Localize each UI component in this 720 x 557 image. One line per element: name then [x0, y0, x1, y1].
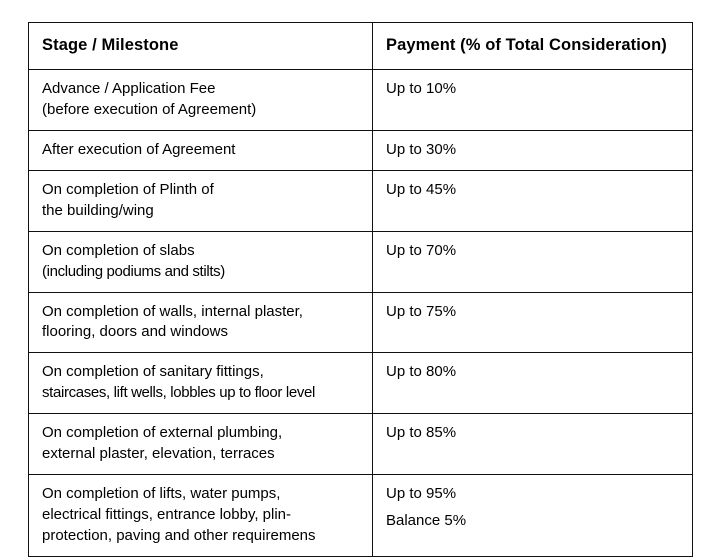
cell-stage: [29, 292, 373, 353]
column-header-stage: Stage / Milestone: [29, 23, 373, 70]
payment-text-line: Balance 5%: [386, 512, 467, 530]
table-row: [29, 130, 693, 170]
payment-text-line: Up to 70%: [386, 241, 457, 259]
cell-payment: [373, 353, 693, 414]
cell-payment: [373, 414, 693, 475]
payment-schedule-table: [28, 22, 693, 557]
stage-text-line: On completion of walls, internal plaster,: [42, 302, 303, 320]
stage-text-line: On completion of lifts, water pumps,: [42, 485, 281, 503]
stage-text-line: the building/wing: [42, 201, 154, 219]
cell-stage: [29, 170, 373, 231]
stage-text-line: On completion of external plumbing,: [42, 424, 283, 442]
table-row: [29, 69, 693, 130]
table-row: [29, 292, 693, 353]
stage-text-line: flooring, doors and windows: [42, 323, 228, 341]
cell-payment: [373, 292, 693, 353]
payment-text-line: Up to 45%: [386, 180, 457, 198]
cell-stage: [29, 231, 373, 292]
payment-text-line: Up to 85%: [386, 424, 457, 442]
stage-text-line: On completion of Plinth of: [42, 180, 214, 198]
cell-stage: [29, 130, 373, 170]
table-header: [29, 23, 693, 70]
payment-text-line: Up to 75%: [386, 302, 457, 320]
payment-text-line: Up to 30%: [386, 140, 457, 158]
stage-text-line: (including podiums and stilts): [42, 262, 225, 280]
table-body: [29, 69, 693, 556]
cell-payment: [373, 130, 693, 170]
cell-payment: [373, 170, 693, 231]
stage-text-line: On completion of slabs: [42, 241, 195, 259]
cell-payment: [373, 231, 693, 292]
stage-text-line: protection, paving and other requiremens: [42, 527, 316, 545]
stage-text-line: staircases, lift wells, lobbles up to floor level: [42, 384, 315, 402]
cell-payment: [373, 475, 693, 557]
table-header-row: [29, 23, 693, 70]
column-header-payment: Payment (% of Total Consideration): [373, 23, 693, 70]
payment-schedule-table-wrapper: [28, 22, 692, 557]
table-row: [29, 231, 693, 292]
cell-stage: [29, 414, 373, 475]
stage-text-line: (before execution of Agreement): [42, 100, 257, 118]
payment-text-line: Up to 10%: [386, 79, 457, 97]
stage-text-line: After execution of Agreement: [42, 140, 236, 158]
table-row: [29, 170, 693, 231]
cell-payment: [373, 69, 693, 130]
cell-stage: [29, 475, 373, 557]
stage-text-line: Advance / Application Fee: [42, 79, 216, 97]
payment-text-line: Up to 95%: [386, 485, 457, 503]
stage-text-line: On completion of sanitary fittings,: [42, 363, 264, 381]
cell-stage: [29, 69, 373, 130]
table-row: [29, 414, 693, 475]
stage-text-line: external plaster, elevation, terraces: [42, 445, 275, 463]
table-row: [29, 475, 693, 557]
stage-text-line: electrical fittings, entrance lobby, plin-: [42, 506, 292, 524]
table-row: [29, 353, 693, 414]
cell-stage: [29, 353, 373, 414]
payment-text-line: Up to 80%: [386, 363, 457, 381]
